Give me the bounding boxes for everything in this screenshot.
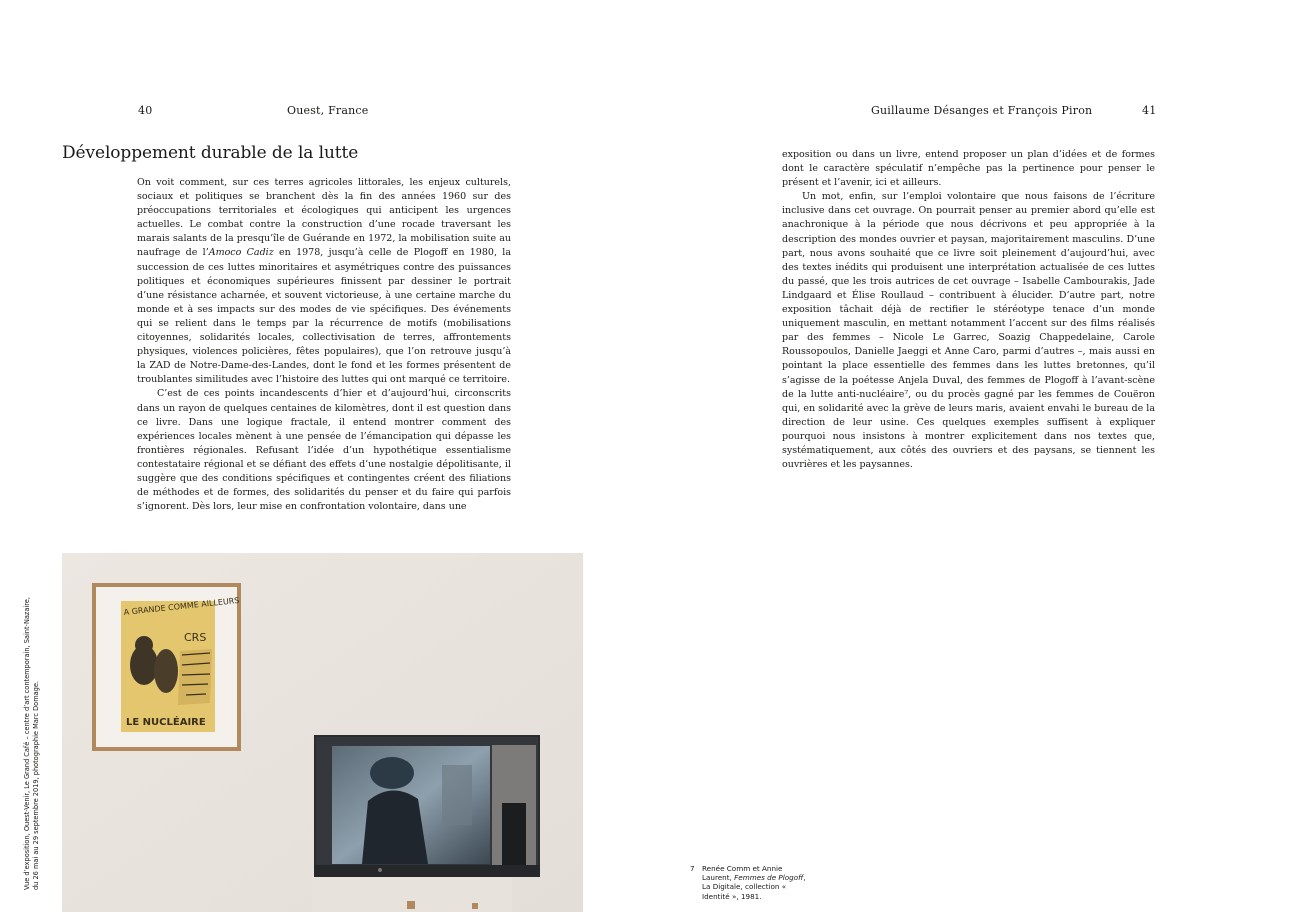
section-heading: Développement durable de la lutte <box>62 143 359 163</box>
right-body-text <box>782 148 1155 472</box>
exhibition-photo <box>62 553 583 912</box>
text-run: Renée Comm et Annie Laurent, <box>702 864 783 883</box>
poster-line1: A GRANDE COMME AILLEURS <box>123 595 240 617</box>
paragraph <box>137 387 511 514</box>
italic-text-run: Femmes de Plogoff <box>734 873 804 883</box>
footnote-number: 7 <box>690 864 695 873</box>
right-page-number: 41 <box>1142 104 1157 117</box>
photo-caption: Vue d’exposition, Ouest-Venir, Le Grand Café – centre d’art contemporain, Saint-Nazaire, du 26 mai au 29 septembre 2019, photographie Marc Domage. <box>23 597 40 890</box>
text-run: On voit comment, sur ces terres agricoles littorales, les enjeux culturels, sociaux et politiques se branchent dès la fin des années 1960 sur des préoccupations territoriales et écologiques qui anticipent les urgences actuelles. Le combat contre la construction d’une rocade traversant les marais salants de la presqu’île de Guérande en 1972, la mobilisation suite au naufrage de l’ <box>137 177 511 259</box>
right-running-head: Guillaume Désanges et François Piron <box>871 104 1093 117</box>
paragraph <box>782 190 1155 472</box>
left-body-text <box>137 176 511 514</box>
footnote-text <box>702 864 814 901</box>
paragraph <box>137 176 511 387</box>
text-run: en 1978, jusqu’à celle de Plogoff en 1980, la succession de ces luttes minoritaires et asymétriques contre des puissances politiques et économiques supérieures finissent par dessiner le portrait d’une résistance acharnée, et souvent victorieuse, à une certaine marche du monde et à ses impacts sur des modes de vie spécifiques. Des événements qui se relient dans le temps par la récurrence de motifs (mobilisations citoyennes, solidarités locales, collectivisation de terres, affrontements physiques, violences policières, fêtes populaires), que l’on retrouve jusqu’à la ZAD de Notre-Dame-des-Landes, dont le fond et les formes présentent de troublantes similitudes avec l’histoire des luttes qui ont marqué ce territoire. <box>137 247 511 386</box>
poster-line3: LE NUCLÉAIRE <box>126 717 206 728</box>
framed-poster <box>92 583 241 751</box>
text-run: C’est de ces points incandescents d’hier et d’aujourd’hui, circonscrits dans un rayon de quelques centaines de kilomètres, dont il est question dans ce livre. Dans une logique fractale, il entend montrer comment des expériences locales mènent à une pensée de l’émancipation qui dépasse les frontières régionales. Refusant l’idée d’un hypothétique essentialisme contestataire régional et se défiant des effets d’une nostalgie dépolitisante, il suggère que des conditions spécifiques et contingentes créent des filiations de méthodes et de formes, des solidarités du penser et du faire qui parfois s’ignorent. Dès lors, leur mise en confrontation volontaire, dans une <box>137 388 511 513</box>
poster-line2: CRS <box>184 631 207 644</box>
text-run: exposition ou dans un livre, entend proposer un plan d’idées et de formes dont le caractère spéculatif n’empêche pas la pertinence pour penser le présent et l’avenir, ici et ailleurs. <box>782 149 1155 189</box>
text-run: Un mot, enfin, sur l’emploi volontaire que nous faisons de l’écriture inclusive dans cet ouvrage. On pourrait penser au premier abord qu’elle est anachronique à la période que nous décrivons et peu appropriée à la description des mondes ouvrier et paysan, majoritairement masculins. D’une part, nous avons souhaité que ce livre soit pleinement d’aujourd’hui, avec des textes inédits qui produisent une interprétation actualisée de ces luttes du passé, que les trois autrices de cet ouvrage – Isabelle Cambourakis, Jade Lindgaard et Élise Roullaud – contribuent à élucider. D’autre part, notre exposition tâchait déjà de rectifier le stéréotype tenace d’un monde uniquement masculin, en mettant notamment l’accent sur des films réalisés par des femmes – Nicole Le Garrec, Soazig Chappedelaine, Carole Roussopoulos, Danielle Jaeggi et Anne Caro, parmi d’autres –, mais aussi en pointant la place essentielle des femmes dans les luttes bretonnes, qu’il s’agisse de la poétesse Anjela Duval, des femmes de Plogoff à l’avant-scène de la lutte anti-nucléaire⁷, ou du procès gagné par les femmes de Couëron qui, en solidarité avec la grève de leurs maris, avaient envahi le bureau de la direction de leur usine. Ces quelques exemples suffisent à expliquer pourquoi nous insistons à montrer explicitement dans nos textes que, systématiquement, aux côtés des ouvriers et des paysans, se tiennent les ouvrières et les paysannes. <box>782 191 1155 471</box>
television <box>312 735 540 912</box>
paragraph <box>782 148 1155 190</box>
left-running-head: Ouest, France <box>287 104 369 117</box>
text-run: , La Digitale, collection « Identité », 1981. <box>702 873 806 901</box>
left-page-number: 40 <box>138 104 153 117</box>
italic-text-run: Amoco Cadiz <box>208 247 274 259</box>
